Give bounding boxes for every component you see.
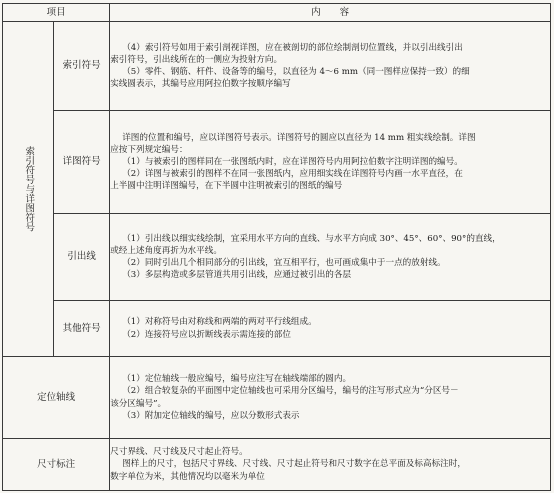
table-row — [3, 22, 551, 111]
content-line: 详图的位置和编号，应以详图符号表示。详图符号的圆应以直径为 14 mm 粗实线绘制。详图 — [122, 132, 476, 143]
drawing-standards-table — [2, 3, 551, 491]
table-header-row — [3, 4, 551, 22]
row-label: 其他符号 — [54, 301, 110, 357]
content-line: （2）连接符号应以折断线表示需连接的部位 — [122, 329, 291, 340]
table-row — [3, 301, 551, 357]
row-content — [110, 439, 551, 491]
content-line: （3）多层构造或多层管道共用引出线，应通过被引出的各层 — [122, 270, 352, 281]
row-label: 索引符号 — [54, 22, 110, 111]
content-line: （1）引出线以细实线绘制，宜采用水平方向的直线、与水平方向成 30°、45°、60°、90°的直线， — [122, 233, 501, 244]
content-line: 尺寸界线、尺寸线及尺寸起止符号。 — [110, 447, 248, 458]
table-row — [3, 214, 551, 301]
content-line: 应按下列规定编号： — [110, 144, 188, 155]
content-line: （2）组合较复杂的平面图中定位轴线也可采用分区编号，编号的注写形式应为“分区号－ — [122, 386, 459, 397]
row-content — [110, 111, 551, 214]
content-line: 该分区编号”。 — [110, 398, 167, 409]
group-label: 索引符号与详图符号 — [23, 146, 35, 232]
content-line: 索引符号，引出线所在的一侧应为投射方向。 — [110, 54, 283, 65]
row-content — [110, 301, 551, 357]
content-line: 实线圆表示，其编号应用阿拉伯数字按顺序编写 — [110, 79, 291, 90]
content-line: （4）索引符号如用于索引剖视详图，应在被剖切的部位绘制剖切位置线，并以引出线引出 — [122, 42, 463, 53]
content-line: （5）零件、钢筋、杆件、设备等的编号，以直径为 4～6 mm（同一图样应保持一致）的细 — [122, 67, 470, 77]
content-line: 上半圆中注明详图编号，在下半圆中注明被索引的图纸的编号 — [110, 181, 343, 192]
header-item: 项目 — [3, 4, 110, 22]
row-label: 定位轴线 — [3, 357, 110, 439]
header-content: 内 容 — [110, 4, 551, 22]
content-line: （1）与被索引的图样同在一张图纸内时，应在详图符号内用阿拉伯数字注明详图的编号。 — [122, 156, 463, 167]
content-line: （2）详图与被索引的图样不在同一张图纸内，应用细实线在详图符号内画一水平直径，在 — [122, 169, 463, 180]
row-label: 详图符号 — [54, 111, 110, 214]
row-content — [110, 214, 551, 301]
content-line: 数字单位为米，其他情况均以毫米为单位 — [110, 471, 265, 482]
row-content — [110, 357, 551, 439]
content-line: （1）定位轴线一般应编号，编号应注写在轴线端部的圆内。 — [122, 374, 352, 385]
table-row — [3, 357, 551, 439]
content-line: （1）对称符号由对称线和两端的两对平行线组成。 — [122, 317, 317, 328]
content-line: 图样上的尺寸，包括尺寸界线、尺寸线、尺寸起止符号和尺寸数字在总平面及标高标注时， — [122, 459, 466, 470]
row-label: 引出线 — [54, 214, 110, 301]
row-label: 尺寸标注 — [3, 439, 110, 491]
content-line: （3）附加定位轴线的编号，应以分数形式表示 — [122, 410, 300, 421]
row-content — [110, 22, 551, 111]
content-line: 或经上述角度再折为水平线。 — [110, 245, 222, 256]
content-line: （2）同时引出几个相同部分的引出线，宜互相平行，也可画成集中于一点的放射线。 — [122, 258, 446, 268]
table-row — [3, 439, 551, 491]
group-label-cell — [3, 22, 54, 357]
table-row — [3, 111, 551, 214]
